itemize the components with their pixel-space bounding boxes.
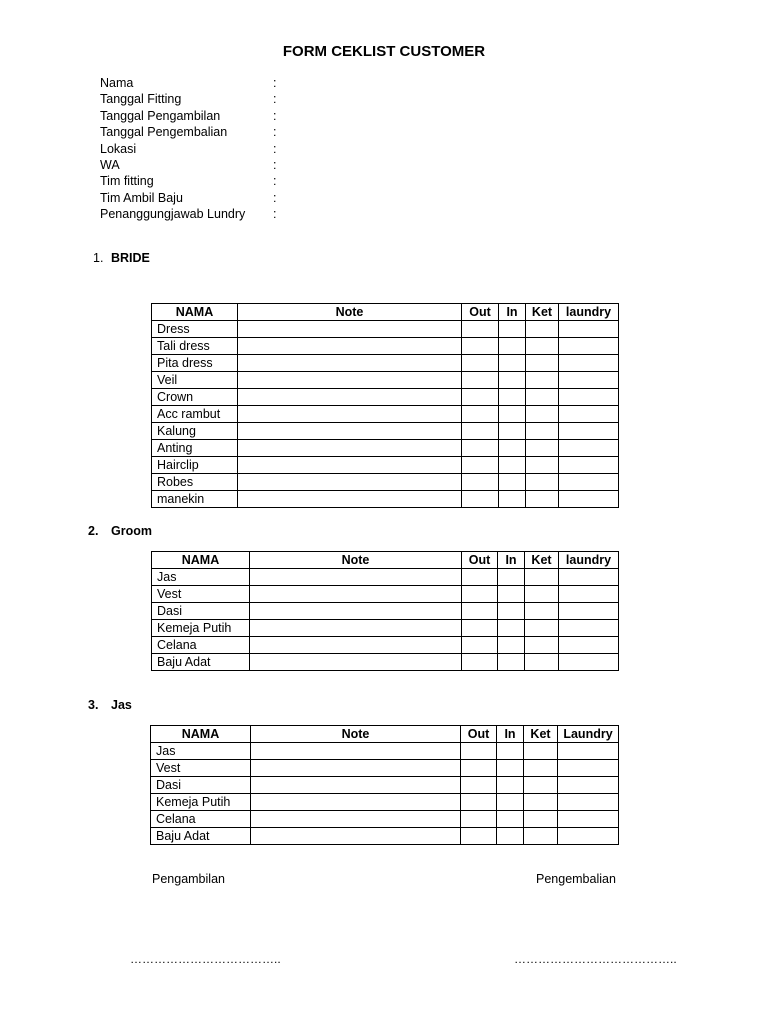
item-name: Dasi bbox=[151, 777, 251, 794]
in-cell[interactable] bbox=[499, 372, 526, 389]
laundry-cell[interactable] bbox=[558, 760, 619, 777]
laundry-cell[interactable] bbox=[558, 777, 619, 794]
item-name: Anting bbox=[152, 440, 238, 457]
ket-cell[interactable] bbox=[526, 338, 559, 355]
out-cell[interactable] bbox=[462, 372, 499, 389]
column-header-in: In bbox=[498, 552, 525, 569]
laundry-cell[interactable] bbox=[559, 423, 619, 440]
ket-cell[interactable] bbox=[524, 828, 558, 845]
table-header-row bbox=[152, 304, 619, 321]
laundry-cell[interactable] bbox=[559, 457, 619, 474]
in-cell[interactable] bbox=[499, 355, 526, 372]
table-row bbox=[152, 637, 619, 654]
laundry-cell[interactable] bbox=[559, 355, 619, 372]
column-header-note: Note bbox=[251, 726, 461, 743]
pengambilan-label: Pengambilan bbox=[152, 872, 225, 886]
pengembalian-label: Pengembalian bbox=[536, 872, 616, 886]
laundry-cell[interactable] bbox=[558, 743, 619, 760]
laundry-cell[interactable] bbox=[559, 338, 619, 355]
item-name: Crown bbox=[152, 389, 238, 406]
table-row bbox=[152, 620, 619, 637]
in-cell[interactable] bbox=[498, 603, 525, 620]
note-cell[interactable] bbox=[250, 620, 462, 637]
note-cell[interactable] bbox=[238, 389, 462, 406]
table-row bbox=[151, 777, 619, 794]
in-cell[interactable] bbox=[497, 811, 524, 828]
section-title: Groom bbox=[111, 524, 152, 538]
field-colon: : bbox=[273, 92, 277, 107]
table-row bbox=[152, 338, 619, 355]
note-cell[interactable] bbox=[238, 491, 462, 508]
item-name: Vest bbox=[152, 586, 250, 603]
section-number: 3. bbox=[88, 698, 99, 712]
ket-cell[interactable] bbox=[526, 372, 559, 389]
out-cell[interactable] bbox=[461, 777, 497, 794]
in-cell[interactable] bbox=[499, 321, 526, 338]
laundry-cell[interactable] bbox=[559, 569, 619, 586]
laundry-cell[interactable] bbox=[559, 586, 619, 603]
note-cell[interactable] bbox=[238, 321, 462, 338]
in-cell[interactable] bbox=[499, 389, 526, 406]
jas-checklist-table bbox=[150, 725, 619, 845]
field-colon: : bbox=[273, 174, 277, 189]
ket-cell[interactable] bbox=[526, 423, 559, 440]
out-cell[interactable] bbox=[462, 603, 498, 620]
item-name: Baju Adat bbox=[151, 828, 251, 845]
note-cell[interactable] bbox=[251, 760, 461, 777]
laundry-cell[interactable] bbox=[559, 440, 619, 457]
ket-cell[interactable] bbox=[524, 811, 558, 828]
ket-cell[interactable] bbox=[526, 474, 559, 491]
laundry-cell[interactable] bbox=[559, 389, 619, 406]
table-row bbox=[152, 423, 619, 440]
table-row bbox=[152, 569, 619, 586]
table-row bbox=[151, 743, 619, 760]
field-colon: : bbox=[273, 190, 277, 205]
ket-cell[interactable] bbox=[525, 569, 559, 586]
section-heading-groom bbox=[88, 524, 152, 538]
out-cell[interactable] bbox=[462, 569, 498, 586]
item-name: Dasi bbox=[152, 603, 250, 620]
out-cell[interactable] bbox=[462, 423, 499, 440]
table-row bbox=[152, 654, 619, 671]
item-name: Jas bbox=[152, 569, 250, 586]
item-name: Celana bbox=[151, 811, 251, 828]
laundry-cell[interactable] bbox=[559, 372, 619, 389]
ket-cell[interactable] bbox=[524, 743, 558, 760]
laundry-cell[interactable] bbox=[559, 474, 619, 491]
field-colon: : bbox=[273, 108, 277, 123]
laundry-cell[interactable] bbox=[559, 406, 619, 423]
item-name: Veil bbox=[152, 372, 238, 389]
field-label: Tim fitting bbox=[100, 174, 154, 189]
section-heading-jas bbox=[88, 698, 132, 712]
customer-fields bbox=[100, 75, 276, 223]
table-row bbox=[152, 586, 619, 603]
column-header-in: In bbox=[499, 304, 526, 321]
note-cell[interactable] bbox=[238, 440, 462, 457]
out-cell[interactable] bbox=[462, 355, 499, 372]
note-cell[interactable] bbox=[250, 654, 462, 671]
item-name: Tali dress bbox=[152, 338, 238, 355]
bride-checklist-table bbox=[151, 303, 619, 508]
field-label: Tim Ambil Baju bbox=[100, 190, 183, 205]
column-header-in: In bbox=[497, 726, 524, 743]
section-number: 1. bbox=[93, 251, 104, 265]
field-label: Tanggal Pengembalian bbox=[100, 125, 228, 140]
item-name: Celana bbox=[152, 637, 250, 654]
table-row bbox=[152, 355, 619, 372]
note-cell[interactable] bbox=[250, 637, 462, 654]
table-row bbox=[152, 321, 619, 338]
table-row bbox=[152, 372, 619, 389]
out-cell[interactable] bbox=[462, 457, 499, 474]
out-cell[interactable] bbox=[462, 406, 499, 423]
item-name: Hairclip bbox=[152, 457, 238, 474]
field-row bbox=[100, 190, 276, 206]
field-row bbox=[100, 75, 276, 91]
laundry-cell[interactable] bbox=[558, 828, 619, 845]
in-cell[interactable] bbox=[498, 637, 525, 654]
field-row bbox=[100, 206, 276, 222]
in-cell[interactable] bbox=[499, 423, 526, 440]
field-row bbox=[100, 91, 276, 107]
in-cell[interactable] bbox=[497, 828, 524, 845]
column-header-nama: NAMA bbox=[152, 552, 250, 569]
field-colon: : bbox=[273, 76, 277, 90]
in-cell[interactable] bbox=[497, 743, 524, 760]
field-row bbox=[100, 173, 276, 189]
column-header-ket: Ket bbox=[525, 552, 559, 569]
out-cell[interactable] bbox=[461, 811, 497, 828]
in-cell[interactable] bbox=[497, 760, 524, 777]
laundry-cell[interactable] bbox=[559, 654, 619, 671]
out-cell[interactable] bbox=[462, 491, 499, 508]
in-cell[interactable] bbox=[498, 620, 525, 637]
note-cell[interactable] bbox=[238, 372, 462, 389]
in-cell[interactable] bbox=[499, 491, 526, 508]
out-cell[interactable] bbox=[462, 389, 499, 406]
note-cell[interactable] bbox=[251, 743, 461, 760]
field-row bbox=[100, 141, 276, 157]
table-row bbox=[151, 794, 619, 811]
ket-cell[interactable] bbox=[526, 321, 559, 338]
ket-cell[interactable] bbox=[526, 491, 559, 508]
note-cell[interactable] bbox=[238, 355, 462, 372]
note-cell[interactable] bbox=[250, 569, 462, 586]
ket-cell[interactable] bbox=[526, 406, 559, 423]
field-colon: : bbox=[273, 125, 277, 140]
field-label: WA bbox=[100, 157, 120, 172]
note-cell[interactable] bbox=[238, 406, 462, 423]
out-cell[interactable] bbox=[461, 794, 497, 811]
field-colon: : bbox=[273, 207, 277, 222]
ket-cell[interactable] bbox=[524, 777, 558, 794]
column-header-out: Out bbox=[462, 552, 498, 569]
item-name: Kalung bbox=[152, 423, 238, 440]
column-header-laundry: laundry bbox=[559, 552, 619, 569]
form-title: FORM CEKLIST CUSTOMER bbox=[282, 43, 486, 60]
out-cell[interactable] bbox=[462, 637, 498, 654]
note-cell[interactable] bbox=[251, 794, 461, 811]
field-label: Penanggungjawab Lundry bbox=[100, 207, 246, 222]
note-cell[interactable] bbox=[238, 457, 462, 474]
section-heading-bride bbox=[93, 251, 150, 265]
column-header-ket: Ket bbox=[524, 726, 558, 743]
out-cell[interactable] bbox=[462, 321, 499, 338]
table-header-row bbox=[151, 726, 619, 743]
out-cell[interactable] bbox=[462, 338, 499, 355]
item-name: Jas bbox=[151, 743, 251, 760]
ket-cell[interactable] bbox=[525, 620, 559, 637]
note-cell[interactable] bbox=[251, 777, 461, 794]
section-title: Jas bbox=[111, 698, 132, 712]
out-cell[interactable] bbox=[461, 760, 497, 777]
in-cell[interactable] bbox=[498, 654, 525, 671]
column-header-note: Note bbox=[238, 304, 462, 321]
in-cell[interactable] bbox=[499, 338, 526, 355]
item-name: Vest bbox=[151, 760, 251, 777]
out-cell[interactable] bbox=[462, 586, 498, 603]
column-header-nama: NAMA bbox=[152, 304, 238, 321]
out-cell[interactable] bbox=[462, 654, 498, 671]
item-name: Robes bbox=[152, 474, 238, 491]
item-name: Dress bbox=[152, 321, 238, 338]
in-cell[interactable] bbox=[497, 794, 524, 811]
table-row bbox=[152, 389, 619, 406]
in-cell[interactable] bbox=[499, 406, 526, 423]
table-row bbox=[152, 474, 619, 491]
note-cell[interactable] bbox=[238, 338, 462, 355]
in-cell[interactable] bbox=[499, 440, 526, 457]
column-header-ket: Ket bbox=[526, 304, 559, 321]
in-cell[interactable] bbox=[497, 777, 524, 794]
laundry-cell[interactable] bbox=[559, 603, 619, 620]
section-title: BRIDE bbox=[111, 251, 150, 265]
column-header-out: Out bbox=[461, 726, 497, 743]
in-cell[interactable] bbox=[499, 457, 526, 474]
field-label: Lokasi bbox=[100, 141, 137, 156]
laundry-cell[interactable] bbox=[558, 794, 619, 811]
pengambilan-signature-line: ……………………………….. bbox=[130, 952, 281, 966]
item-name: Pita dress bbox=[152, 355, 238, 372]
section-number: 2. bbox=[88, 524, 99, 538]
field-colon: : bbox=[273, 157, 277, 172]
table-row bbox=[152, 440, 619, 457]
in-cell[interactable] bbox=[498, 586, 525, 603]
item-name: Acc rambut bbox=[152, 406, 238, 423]
table-row bbox=[151, 811, 619, 828]
table-header-row bbox=[152, 552, 619, 569]
item-name: Baju Adat bbox=[152, 654, 250, 671]
field-row bbox=[100, 108, 276, 124]
field-label: Nama bbox=[100, 76, 134, 90]
laundry-cell[interactable] bbox=[559, 321, 619, 338]
note-cell[interactable] bbox=[251, 828, 461, 845]
in-cell[interactable] bbox=[498, 569, 525, 586]
item-name: Kemeja Putih bbox=[151, 794, 251, 811]
table-row bbox=[152, 491, 619, 508]
ket-cell[interactable] bbox=[526, 355, 559, 372]
laundry-cell[interactable] bbox=[559, 637, 619, 654]
ket-cell[interactable] bbox=[526, 457, 559, 474]
note-cell[interactable] bbox=[250, 586, 462, 603]
ket-cell[interactable] bbox=[525, 654, 559, 671]
out-cell[interactable] bbox=[461, 743, 497, 760]
ket-cell[interactable] bbox=[524, 794, 558, 811]
ket-cell[interactable] bbox=[524, 760, 558, 777]
in-cell[interactable] bbox=[499, 474, 526, 491]
column-header-note: Note bbox=[250, 552, 462, 569]
laundry-cell[interactable] bbox=[559, 491, 619, 508]
groom-checklist-table bbox=[151, 551, 619, 671]
item-name: Kemeja Putih bbox=[152, 620, 250, 637]
ket-cell[interactable] bbox=[525, 586, 559, 603]
out-cell[interactable] bbox=[462, 474, 499, 491]
field-label: Tanggal Fitting bbox=[100, 92, 182, 107]
table-row bbox=[152, 603, 619, 620]
pengembalian-signature-line: ………………………………….. bbox=[514, 952, 677, 966]
out-cell[interactable] bbox=[462, 620, 498, 637]
note-cell[interactable] bbox=[250, 603, 462, 620]
field-colon: : bbox=[273, 141, 277, 156]
table-row bbox=[151, 828, 619, 845]
note-cell[interactable] bbox=[238, 474, 462, 491]
column-header-nama: NAMA bbox=[151, 726, 251, 743]
laundry-cell[interactable] bbox=[558, 811, 619, 828]
table-row bbox=[151, 760, 619, 777]
note-cell[interactable] bbox=[238, 423, 462, 440]
out-cell[interactable] bbox=[461, 828, 497, 845]
laundry-cell[interactable] bbox=[559, 620, 619, 637]
ket-cell[interactable] bbox=[526, 440, 559, 457]
column-header-laundry: laundry bbox=[559, 304, 619, 321]
item-name: manekin bbox=[152, 491, 238, 508]
field-row bbox=[100, 157, 276, 173]
out-cell[interactable] bbox=[462, 440, 499, 457]
field-label: Tanggal Pengambilan bbox=[100, 108, 221, 123]
ket-cell[interactable] bbox=[525, 637, 559, 654]
ket-cell[interactable] bbox=[526, 389, 559, 406]
table-row bbox=[152, 406, 619, 423]
ket-cell[interactable] bbox=[525, 603, 559, 620]
table-row bbox=[152, 457, 619, 474]
field-row bbox=[100, 124, 276, 140]
column-header-laundry: Laundry bbox=[558, 726, 619, 743]
column-header-out: Out bbox=[462, 304, 499, 321]
note-cell[interactable] bbox=[251, 811, 461, 828]
